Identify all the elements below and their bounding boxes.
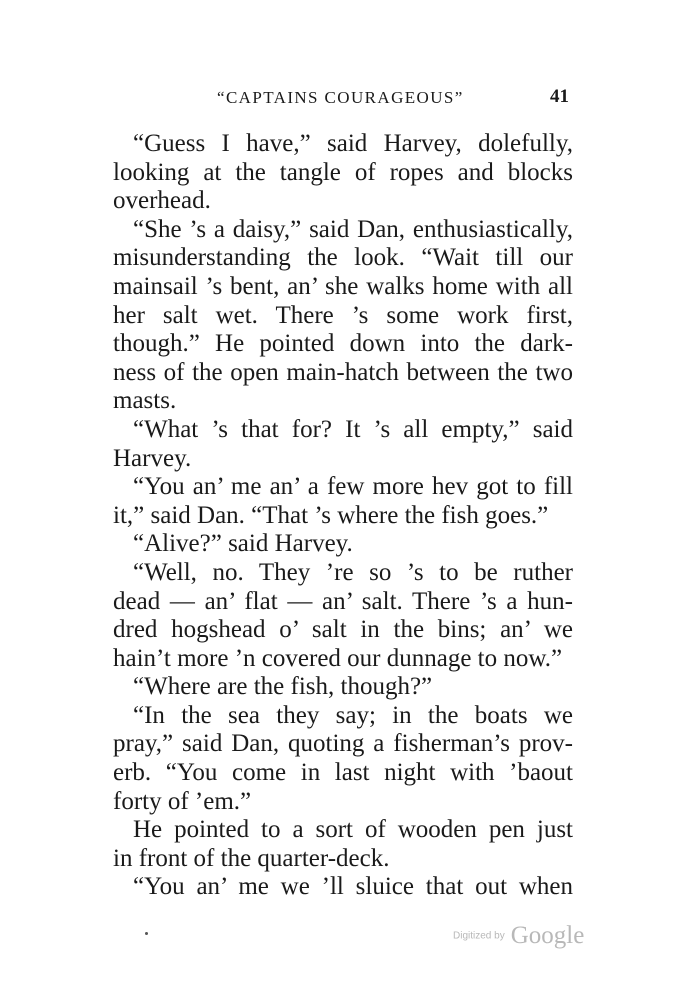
text-line: hain’t more ’n covered our dunnage to now.”	[113, 644, 563, 672]
text-line: “You an’ me an’ a few more hev got to fill	[133, 473, 573, 501]
text-line: erb. “You come in last night with ’baout	[113, 759, 573, 787]
text-line: looking at the tangle of ropes and blocks	[113, 158, 573, 186]
text-line: “Well, no. They ’re so ’s to be ruther	[133, 558, 573, 586]
text-line: her salt wet. There ’s some work first,	[113, 301, 573, 329]
text-line: misunderstanding the look. “Wait till our	[113, 244, 573, 272]
text-line: forty of ’em.”	[113, 787, 252, 815]
body-text	[113, 130, 573, 902]
text-line: masts.	[113, 387, 177, 415]
digitized-brand: Google	[510, 922, 585, 949]
text-line: “What ’s that for? It ’s all empty,” said	[133, 415, 573, 443]
digitized-prefix: Digitized by	[453, 930, 505, 942]
text-line: He pointed to a sort of wooden pen just	[133, 816, 573, 844]
text-line: ness of the open main-hatch between the two	[113, 358, 573, 386]
running-title: “CAPTAINS COURAGEOUS”	[217, 88, 464, 107]
text-line: dred hogshead o’ salt in the bins; an’ we	[113, 616, 573, 644]
text-line: pray,” said Dan, quoting a fisherman’s prov-	[113, 730, 573, 758]
page-number: 41	[550, 86, 569, 107]
text-line: “She ’s a daisy,” said Dan, enthusiastically,	[133, 215, 573, 243]
text-line: it,” said Dan. “That ’s where the fish goes.”	[113, 501, 549, 529]
text-line: in front of the quarter-deck.	[113, 844, 390, 872]
text-line: “Guess I have,” said Harvey, dolefully,	[133, 130, 573, 157]
text-line: “In the sea they say; in the boats we	[133, 701, 573, 729]
text-line: “You an’ me we ’ll sluice that out when	[133, 873, 573, 901]
text-line: Harvey.	[113, 444, 192, 472]
digitized-watermark	[453, 922, 584, 950]
text-line: dead — an’ flat — an’ salt. There ’s a hun-	[113, 587, 573, 615]
text-line: overhead.	[113, 187, 211, 215]
text-line: “Alive?” said Harvey.	[133, 530, 353, 558]
text-line: “Where are the fish, though?”	[133, 673, 433, 701]
text-line: though.” He pointed down into the dark-	[113, 330, 573, 358]
running-head	[113, 86, 573, 116]
stray-mark	[145, 932, 148, 935]
text-line: mainsail ’s bent, an’ she walks home with all	[113, 272, 573, 300]
